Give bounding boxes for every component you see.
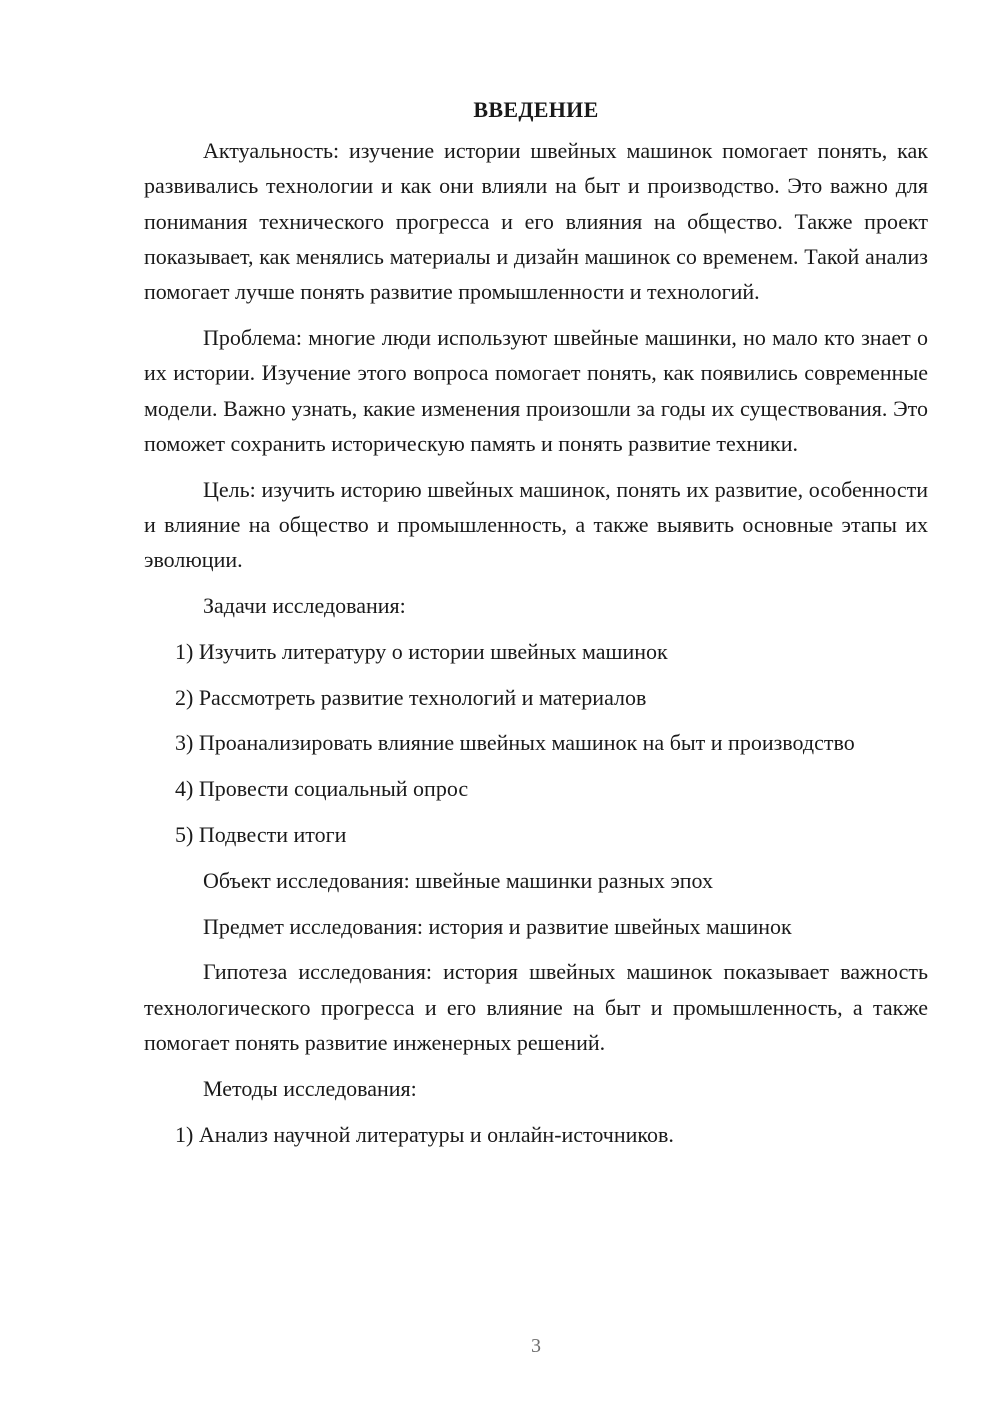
problem-paragraph: Проблема: многие люди используют швейные машинки, но мало кто знает о их истории. Изучение этого вопроса помогает понять, как появились современные модели. Важно узнать, какие изменения произошли за годы их существования. Это поможет сохранить историческую память и понять развитие техники. [144, 324, 928, 456]
task-item-1: 1) Изучить литературу о истории швейных машинок [175, 638, 668, 664]
task-item-4: 4) Провести социальный опрос [175, 776, 469, 802]
methods-heading: Методы исследования: [203, 1075, 417, 1101]
relevance-paragraph: Актуальность: изучение истории швейных машинок помогает понять, как развивались технологии и как они влияли на быт и производство. Это важно для понимания технического прогресса и его влияния на общество. Также проект показывает, как менялись материалы и дизайн машинок со временем. Такой анализ помогает лучше понять развитие промышленности и технологий. [144, 138, 928, 305]
method-item-1: 1) Анализ научной литературы и онлайн-источников. [175, 1121, 674, 1147]
goal-paragraph: Цель: изучить историю швейных машинок, понять их развитие, особенности и влияние на общество и промышленность, а также выявить основные этапы их эволюции. [144, 476, 928, 573]
document-page [144, 92, 928, 1162]
task-item-5: 5) Подвести итоги [175, 822, 347, 848]
task-item-2: 2) Рассмотреть развитие технологий и материалов [175, 684, 647, 710]
task-item-3: 3) Проанализировать влияние швейных машинок на быт и производство [175, 730, 855, 756]
research-object: Объект исследования: швейные машинки разных эпох [203, 867, 713, 893]
research-hypothesis: Гипотеза исследования: история швейных машинок показывает важность технологического прогресса и его влияние на быт и промышленность, а также помогает понять развитие инженерных решений. [144, 959, 928, 1056]
research-subject: Предмет исследования: история и развитие швейных машинок [203, 913, 792, 939]
section-title: ВВЕДЕНИЕ [473, 97, 599, 122]
page-number: 3 [531, 1335, 541, 1357]
tasks-heading: Задачи исследования: [203, 593, 406, 619]
